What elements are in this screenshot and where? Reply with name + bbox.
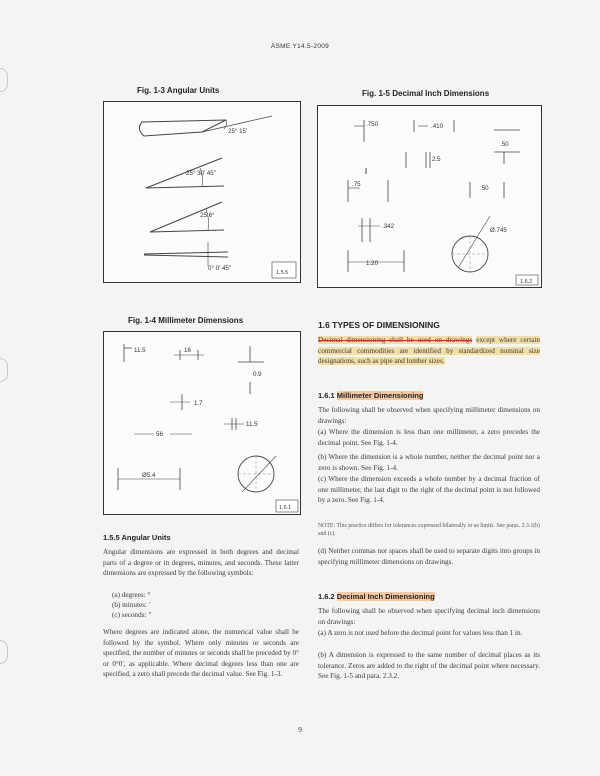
running-header: ASME Y14.5-2009 <box>270 43 330 50</box>
fig15-label: .50 <box>500 141 509 148</box>
section-1-6-1-item-b: (b) Where the dimension is a whole number, neither the decimal point nor a zero is shown. See Fig. 1-4. <box>318 453 540 472</box>
fig-1-3-caption: Fig. 1-3 Angular Units <box>137 86 220 95</box>
section-1-6-1-item-c: (c) Where the dimension exceeds a whole number by a decimal fraction of one millimeter, the last digit to the right of the decimal point is not followed by a zero. See Fig. 1-4. <box>318 475 540 505</box>
fig15-label: Ø.745 <box>490 227 507 234</box>
fig13-label: 25° 30' 45" <box>186 170 216 177</box>
section-1-6-1-item-a: (a) Where the dimension is less than one millimeter, a zero precedes the decimal point. See Fig. 1-4. <box>318 428 540 447</box>
section-1-6-1-intro: The following shall be observed when specifying millimeter dimensions on drawings: <box>318 406 540 425</box>
fig14-label: 11.5 <box>246 421 258 428</box>
section-1-5-5-heading: 1.5.5 Angular Units <box>103 533 171 542</box>
fig15-label: .750 <box>366 121 379 128</box>
section-1-6-2-item-b: (b) A dimension is expressed to the same number of decimal places as its tolerance. Zeros are added to the right of the decimal point where necessary. See Fig. 1-5 and para. 2.3.2. <box>318 651 540 681</box>
list-item: (a) degrees: ° <box>112 591 151 599</box>
fig14-tag: 1.6.1 <box>279 505 292 511</box>
section-1-6-2-item-a: (a) A zero is not used before the decimal point for values less than 1 in. <box>318 629 523 637</box>
section-1-6-heading: 1.6 TYPES OF DIMENSIONING <box>318 320 440 330</box>
highlighted-text: Decimal dimensioning shall be used on drawings <box>318 336 473 344</box>
fig15-label: 1.20 <box>366 260 379 267</box>
list-item: (c) seconds: " <box>112 611 152 619</box>
list-item: (b) minutes: ' <box>112 601 151 609</box>
section-1-5-5-para1: Angular dimensions are expressed in both degrees and decimal parts of a degree or in degrees, minutes, and seconds. These latter dimensions are expressed by the following symbols: <box>103 548 299 578</box>
section-number: 1.6.1 <box>318 391 335 400</box>
fig14-label: 11.5 <box>134 347 146 354</box>
fig13-label: 25.6° <box>200 212 215 219</box>
fig15-label: .410 <box>431 123 444 130</box>
fig-1-4-drawing <box>103 331 301 515</box>
fig15-label: 2.5 <box>432 156 441 163</box>
binder-hole-mark <box>0 358 8 382</box>
fig14-label: 0.9 <box>253 371 262 378</box>
binder-hole-mark <box>0 68 8 92</box>
section-1-6-1-note: NOTE: This practice differs for tolerances expressed bilaterally or as limits. See paras. 2.3.1(b) and (c). <box>318 523 540 537</box>
fig15-tag: 1.6.2 <box>520 279 533 285</box>
fig15-label: .342 <box>382 223 395 230</box>
fig14-label: 16 <box>184 347 191 354</box>
fig-1-3-drawing <box>103 101 301 283</box>
fig14-label: 56 <box>156 431 163 438</box>
binder-hole-mark <box>0 640 8 664</box>
fig14-label: Ø5.4 <box>142 472 156 479</box>
highlighted-heading: Millimeter Dimensioning <box>336 391 424 400</box>
section-1-6-1-heading <box>318 391 423 400</box>
fig13-label: 0° 0' 45" <box>208 265 232 272</box>
fig-1-5-caption: Fig. 1-5 Decimal Inch Dimensions <box>362 89 490 98</box>
fig15-label: .75 <box>352 181 361 188</box>
highlighted-heading: Decimal Inch Dimensioning <box>336 592 435 601</box>
highlighted-text: except where certain commercial commodities are identified by standardized nominal size designations, such as pipe and lumber sizes. <box>318 336 540 366</box>
section-1-6-2-heading <box>318 592 435 601</box>
section-1-6-para <box>318 335 540 367</box>
page-number: 9 <box>298 725 302 734</box>
fig13-tag: 1.5.5 <box>276 270 289 276</box>
fig14-label: 1.7 <box>194 400 203 407</box>
fig13-label: 25° 15' <box>228 128 248 135</box>
fig15-label: .50 <box>480 185 489 192</box>
fig-1-5-drawing <box>317 105 542 288</box>
section-number: 1.6.2 <box>318 592 335 601</box>
section-1-6-2-intro: The following shall be observed when specifying decimal inch dimensions on drawings: <box>318 607 540 626</box>
section-1-5-5-para2: Where degrees are indicated alone, the numerical value shall be followed by the symbol. Where only minutes or seconds are specified, the number of minutes or seconds shall be preceded by 0° or 0°0', as applicable. Where decimal degrees less than one are specified, a zero shall precede the decimal value. See Fig. 1-3. <box>103 628 299 679</box>
section-1-6-1-item-d: (d) Neither commas nor spaces shall be used to separate digits into groups in specifying millimeter dimensions on drawings. <box>318 547 540 566</box>
fig-1-4-caption: Fig. 1-4 Millimeter Dimensions <box>128 316 244 325</box>
